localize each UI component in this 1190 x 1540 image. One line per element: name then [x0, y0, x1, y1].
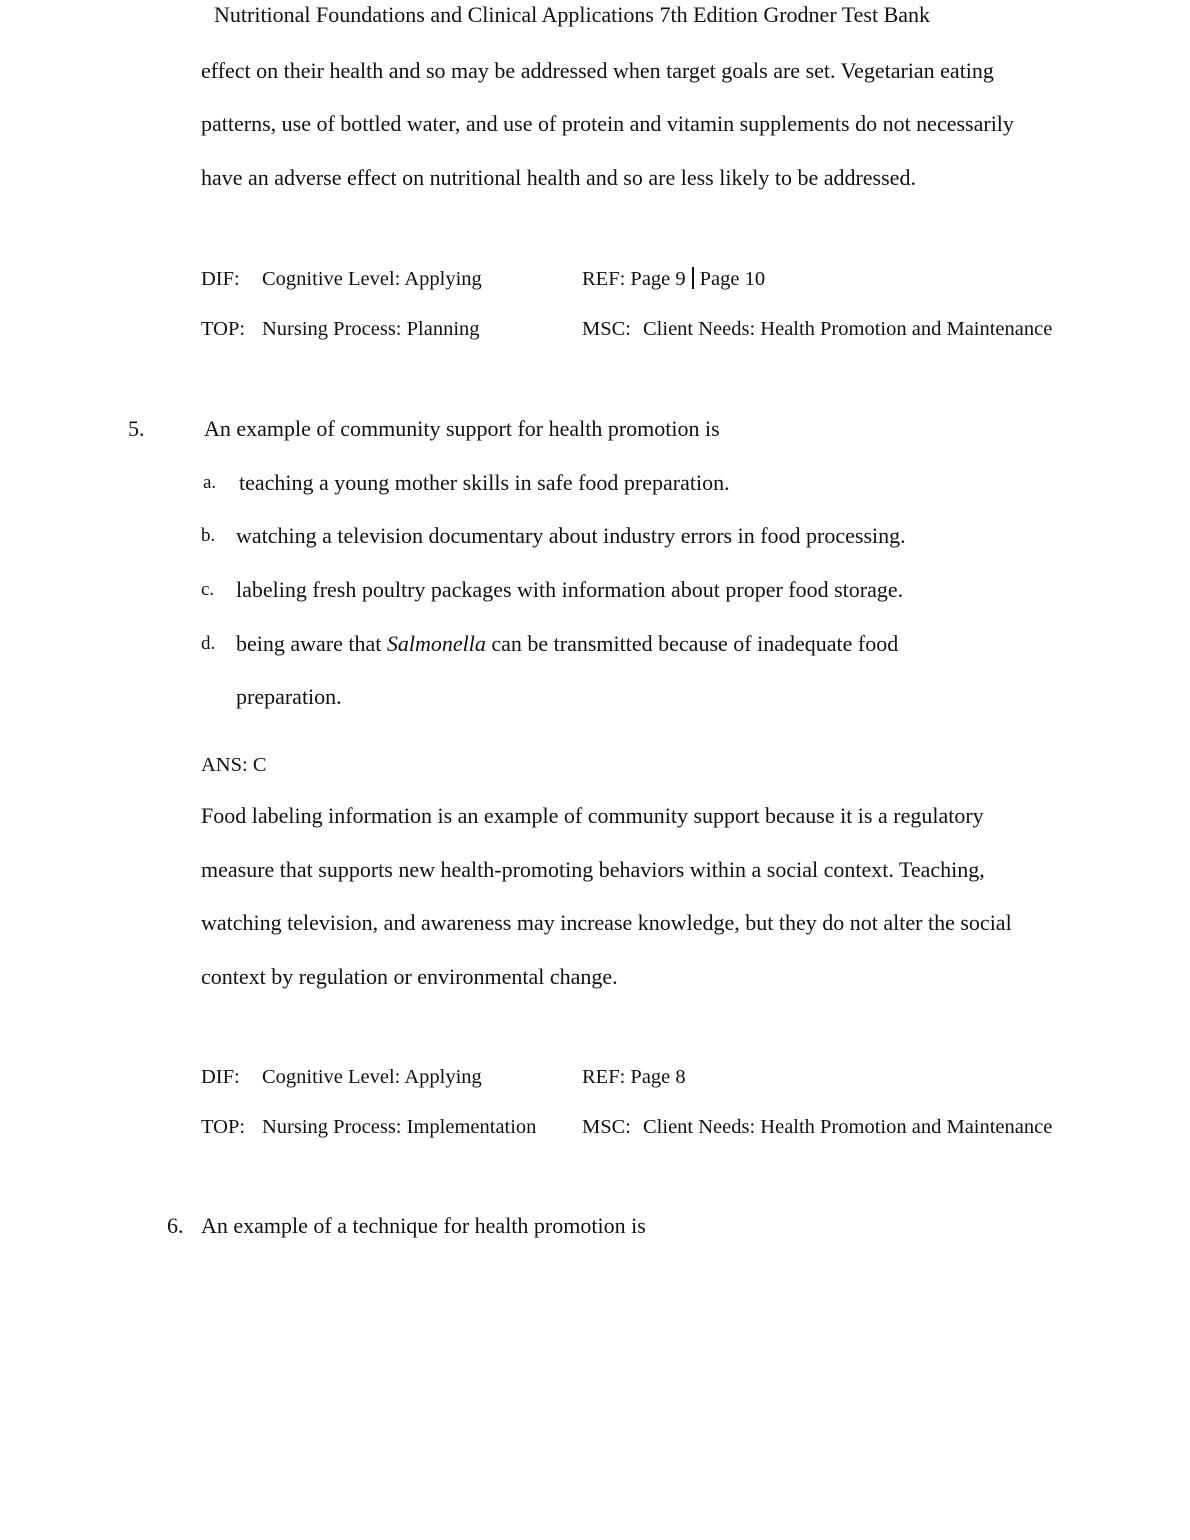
- msc-label: MSC:: [582, 318, 631, 340]
- msc-value: Client Needs: Health Promotion and Maintenance: [643, 318, 1053, 340]
- option-text-d-italic: Salmonella: [386, 631, 486, 656]
- ref-label: REF:: [582, 1066, 626, 1088]
- dif-value: Cognitive Level: Applying: [262, 1066, 482, 1088]
- option-text-d-line2: preparation.: [236, 684, 342, 709]
- question-number: 5.: [128, 416, 145, 441]
- option-text-d-post: can be transmitted because of inadequate food: [485, 631, 899, 656]
- top-label: TOP:: [201, 1116, 246, 1138]
- option-text-d-pre: being aware that: [236, 631, 387, 656]
- option-letter-d: d.: [201, 633, 216, 654]
- running-header: Nutritional Foundations and Clinical Applications 7th Edition Grodner Test Bank: [214, 2, 931, 27]
- question-stem: An example of a technique for health promotion is: [201, 1213, 646, 1238]
- question-rationale: [201, 803, 1081, 1003]
- option-text-b: watching a television documentary about industry errors in food processing.: [236, 523, 906, 548]
- rationale-line: effect on their health and so may be addressed when target goals are set. Vegetarian eating: [201, 58, 994, 83]
- rationale-line: have an adverse effect on nutritional health and so are less likely to be addressed.: [201, 165, 916, 190]
- option-text-c: labeling fresh poultry packages with information about proper food storage.: [236, 577, 904, 602]
- question-stem: An example of community support for health promotion is: [204, 416, 720, 441]
- ref-field: [582, 1064, 686, 1090]
- option-letter-b: b.: [201, 525, 216, 546]
- ref-field: [582, 266, 765, 292]
- option-text-d: [236, 631, 898, 657]
- rationale-line: watching television, and awareness may increase knowledge, but they do not alter the social: [201, 910, 1012, 935]
- question-number: 6.: [167, 1213, 184, 1238]
- msc-label: MSC:: [582, 1116, 631, 1138]
- option-text-a: teaching a young mother skills in safe food preparation.: [239, 470, 730, 495]
- ref-separator: [692, 267, 694, 289]
- option-letter-a: a.: [203, 472, 217, 493]
- option-letter-c: c.: [201, 579, 215, 600]
- rationale-line: Food labeling information is an example of community support because it is a regulatory: [201, 803, 984, 828]
- rationale-line: patterns, use of bottled water, and use of protein and vitamin supplements do not necessarily: [201, 111, 1014, 136]
- answer-key: ANS: C: [201, 754, 267, 776]
- ref-value-page-10: Page 10: [699, 268, 766, 290]
- top-value: Nursing Process: Planning: [262, 318, 480, 340]
- rationale-line: context by regulation or environmental change.: [201, 964, 618, 989]
- dif-label: DIF:: [201, 1066, 240, 1088]
- dif-label: DIF:: [201, 268, 240, 290]
- previous-rationale: [201, 58, 1081, 208]
- top-label: TOP:: [201, 318, 246, 340]
- ref-value: Page 8: [630, 1066, 686, 1088]
- rationale-line: measure that supports new health-promoting behaviors within a social context. Teaching,: [201, 857, 985, 882]
- ref-label: REF:: [582, 268, 626, 290]
- dif-value: Cognitive Level: Applying: [262, 268, 482, 290]
- msc-value: Client Needs: Health Promotion and Maintenance: [643, 1116, 1053, 1138]
- top-value: Nursing Process: Implementation: [262, 1116, 537, 1138]
- ref-value-page-9: Page 9: [630, 268, 686, 290]
